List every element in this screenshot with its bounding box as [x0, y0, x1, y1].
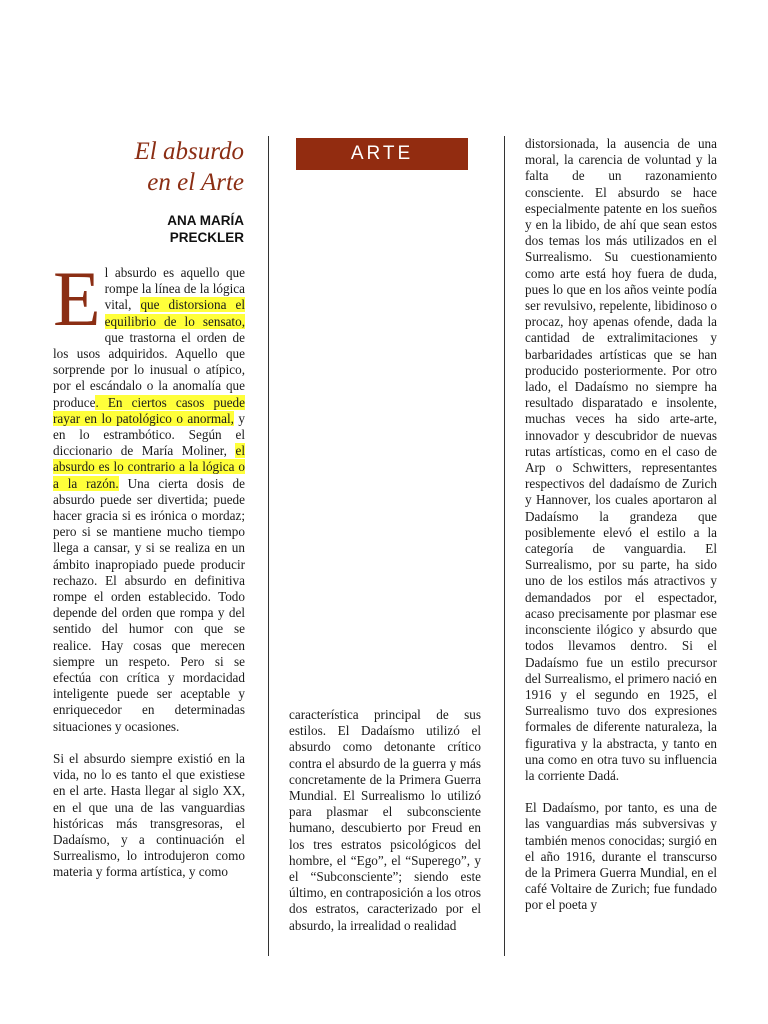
author-line-2: PRECKLER: [169, 230, 244, 245]
highlighted-text: . En ciertos casos puede rayar en lo patológico o anormal,: [53, 394, 245, 426]
column-3: [525, 136, 717, 914]
body-text: y en lo estrambótico. Según el diccionario de María Moliner,: [53, 410, 246, 459]
title-line-2: en el Arte: [147, 169, 244, 196]
column-divider-left: [268, 136, 269, 956]
column-1-paragraph-1: [53, 255, 246, 735]
author-line-1: ANA MARÍA: [167, 213, 244, 228]
column-2: [289, 707, 481, 934]
highlighted-text: el absurdo es lo contrario a la lógica o a la razón.: [53, 443, 245, 491]
column-1: [53, 255, 246, 881]
column-3-paragraph-2: El Dadaísmo, por tanto, es una de las vanguardias más subversivas y también menos conocidas; surgió en el año 1916, durante el transcurso de la Primera Guerra Mundial, en el café Voltaire de Zurich; fue fundado por el poeta y: [525, 800, 717, 913]
column-2-paragraph-1: característica principal de sus estilos. El Dadaísmo utilizó el absurdo como detonante crítico contra el absurdo de la guerra y más concretamente de la Primera Guerra Mundial. El Surrealismo lo utilizó para plasmar el subconsciente humano, descubierto por Freud en los tres estratos psicológicos del hombre, el “Ego”, el “Superego”, y el “Subconsciente”; siendo este último, en contraposición a los otros dos estratos, caracterizado por el absurdo, la irrealidad o realidad: [289, 707, 481, 933]
body-text: Una cierta dosis de absurdo puede ser divertida; puede hacer gracia si es irónica o mordaz; pero si se mantiene mucho tiempo llega a cansar, y si se realiza en un ámbito inapropiado puede producir rechazo. El absurdo en definitiva rompe el orden establecido. Todo depende del orden que rompa y del sentido del humor con que se realice. Hay cosas que merecen siempre un respeto. Pero si se efectúa con crítica y mordacidad inteligente puede ser aceptable y enriquecedor en determinadas situaciones y ocasiones.: [53, 475, 246, 734]
author-byline: [167, 212, 244, 246]
highlighted-text: que distorsiona el equilibrio de lo sensato,: [104, 297, 245, 329]
drop-cap: E: [53, 255, 101, 342]
column-divider-right: [504, 136, 505, 956]
body-text: l absurdo es aquello que rompe la línea de la lógica vital,: [104, 265, 245, 313]
body-text: que trastorna el orden de los usos adquiridos. Aquello que sorprende por lo inusual o atípico, por el escándalo o la anomalía que produce: [53, 329, 245, 410]
column-1-paragraph-2: Si el absurdo siempre existió en la vida, no lo es tanto el que existiese en el arte. Hasta llegar al siglo XX, en el que una de las vanguardias históricas más transgresoras, el Dadaísmo, y a continuación el Surrealismo, lo introdujeron como materia y forma artística, y como: [53, 750, 245, 880]
column-3-paragraph-1: distorsionada, la ausencia de una moral, la carencia de voluntad y la falta de un razonamiento consciente. El absurdo se hace especialmente patente en los sueños y en la libido, de ahí que sean estos dos temas los más utilizados en el Surrealismo. Su cuestionamiento como arte está hoy fuera de duda, pues lo que en los años veinte podía ser revulsivo, repelente, libidinoso o procaz, hoy apenas ofende, dada la cantidad de extralimitaciones y barbaridades artísticas que se han producido posteriormente. Por otro lado, el Dadaísmo no siempre ha resultado disparatado e insolente, muchas veces ha sido arte-arte, innovador y descubridor de nuevas rutas artísticas, como en el caso de Arp o Schwitters, representantes respectivos del dadaísmo de Zurich y Hannover, los cuales aportaron al Dadaísmo la grandeza que posiblemente elevó el estilo a la categoría de vanguardia. El Surrealismo, por su parte, ha sido uno de los estilos más atractivos y demandados por el espectador, acaso precisamente por plasmar ese inconsciente ilógico y absurdo que todos llevamos dentro. Si el Dadaísmo fue un estilo precursor del Surrealismo, el primero nació en 1916 y el segundo en 1925, el Surrealismo tuvo dos expresiones formales de diferente naturaleza, la figurativa y la abstracta, y tanto en una como en otra tuvo su influencia la corriente Dadá.: [525, 136, 717, 783]
article-title: [135, 136, 245, 198]
title-line-1: El absurdo: [134, 138, 244, 165]
section-banner: ARTE: [296, 138, 468, 170]
